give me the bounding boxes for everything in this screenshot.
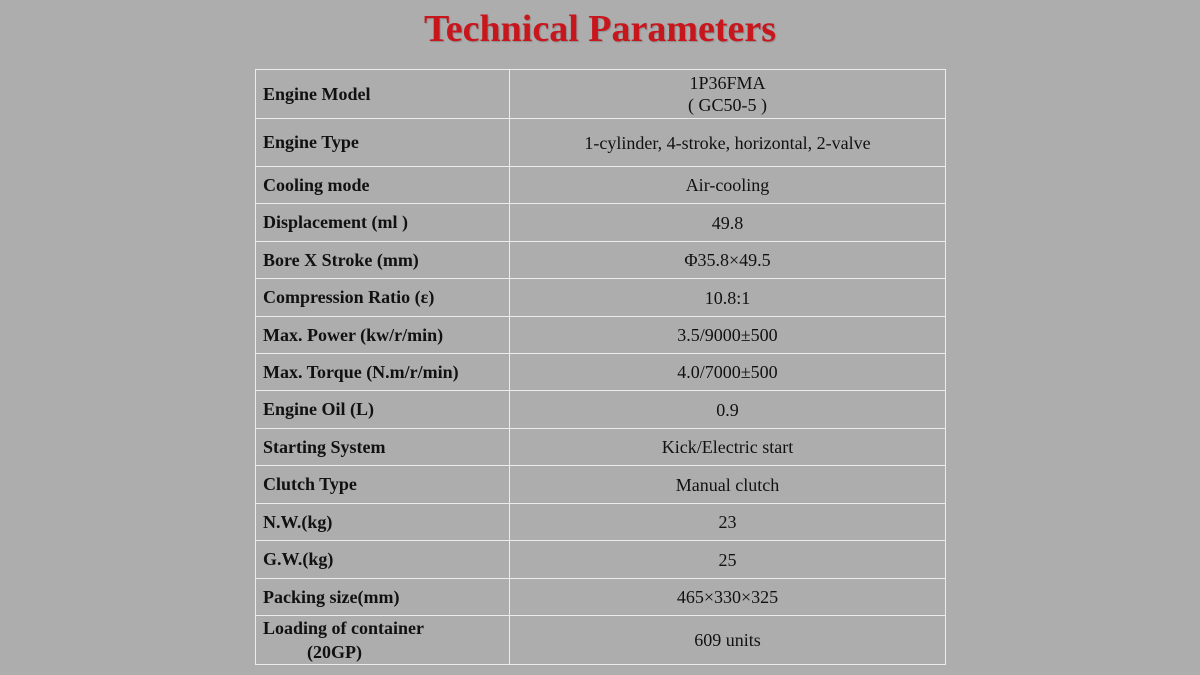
row-label: G.W.(kg) [256, 541, 510, 579]
table-row-max-power [256, 317, 946, 354]
row-value: 0.9 [510, 391, 946, 429]
row-label: Displacement (ml ) [256, 204, 510, 242]
row-value: Φ35.8×49.5 [510, 242, 946, 279]
row-label: Clutch Type [256, 466, 510, 504]
row-value [510, 70, 946, 119]
table-row-compression-ratio [256, 279, 946, 317]
row-label: Packing size(mm) [256, 579, 510, 616]
row-value-line: 1P36FMA [689, 73, 766, 93]
row-value: 25 [510, 541, 946, 579]
row-label: N.W.(kg) [256, 504, 510, 541]
table-row-engine-type [256, 119, 946, 167]
row-value: Manual clutch [510, 466, 946, 504]
row-value: 1-cylinder, 4-stroke, horizontal, 2-valve [510, 119, 946, 167]
table-row-engine-model [256, 70, 946, 119]
row-value: Air-cooling [510, 167, 946, 204]
row-value: 3.5/9000±500 [510, 317, 946, 354]
row-label: Compression Ratio (ε) [256, 279, 510, 317]
technical-parameters-table [255, 69, 946, 665]
table-row-loading-container [256, 616, 946, 665]
table-row-cooling-mode [256, 167, 946, 204]
row-label-line: Loading of container [263, 618, 425, 638]
row-value: 609 units [510, 616, 946, 665]
table-row-bore-stroke [256, 242, 946, 279]
page-title: Technical Parameters [423, 8, 777, 50]
row-value: 49.8 [510, 204, 946, 242]
row-label-line: (20GP) [307, 642, 362, 662]
row-value: Kick/Electric start [510, 429, 946, 466]
table-row-packing-size [256, 579, 946, 616]
row-value: 23 [510, 504, 946, 541]
row-label: Engine Oil (L) [256, 391, 510, 429]
table-row-gross-weight [256, 541, 946, 579]
table-row-clutch-type [256, 466, 946, 504]
row-label: Bore X Stroke (mm) [256, 242, 510, 279]
row-label: Max. Torque (N.m/r/min) [256, 354, 510, 391]
row-label: Max. Power (kw/r/min) [256, 317, 510, 354]
row-label [256, 616, 510, 665]
row-label: Engine Type [256, 119, 510, 167]
row-label: Starting System [256, 429, 510, 466]
row-value: 465×330×325 [510, 579, 946, 616]
table-row-starting-system [256, 429, 946, 466]
row-value-line: ( GC50-5 ) [688, 95, 767, 115]
table-row-displacement [256, 204, 946, 242]
table-row-net-weight [256, 504, 946, 541]
row-value: 4.0/7000±500 [510, 354, 946, 391]
table-row-engine-oil [256, 391, 946, 429]
row-label: Engine Model [256, 70, 510, 119]
row-label: Cooling mode [256, 167, 510, 204]
table-row-max-torque [256, 354, 946, 391]
row-value: 10.8:1 [510, 279, 946, 317]
